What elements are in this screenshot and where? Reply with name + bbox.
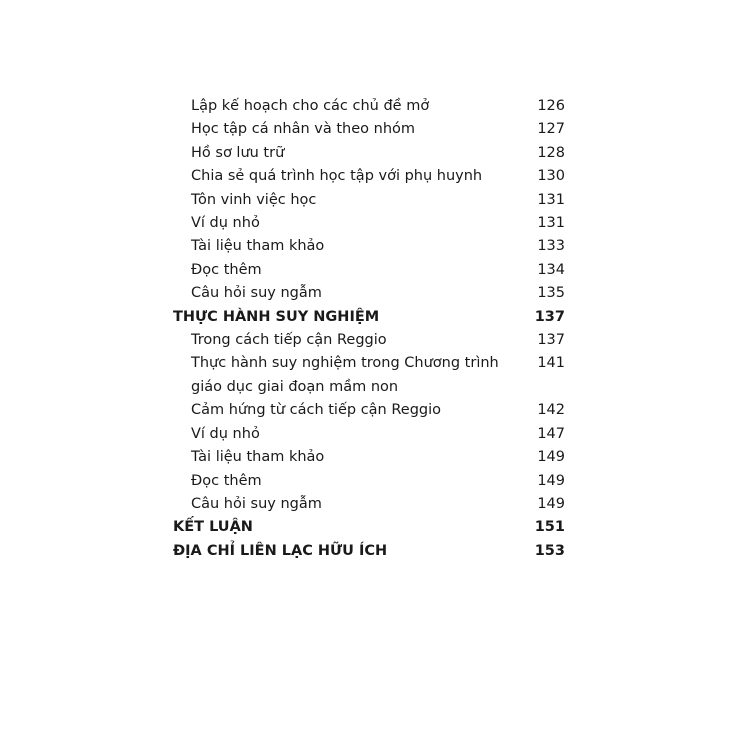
toc-entry-title: Lập kế hoạch cho các chủ đề mở bbox=[191, 98, 430, 114]
toc-entry-title: Thực hành suy nghiệm trong Chương trình giáo dục giai đoạn mầm non bbox=[191, 355, 499, 395]
toc-entry-title: Hồ sơ lưu trữ bbox=[191, 144, 285, 161]
toc-entry-page: 126 bbox=[537, 98, 565, 114]
toc-entry-page: 131 bbox=[537, 191, 565, 208]
toc-entry-page: 135 bbox=[537, 285, 565, 302]
toc-entry[interactable] bbox=[173, 399, 565, 422]
toc-entry[interactable] bbox=[173, 259, 565, 282]
toc-entry[interactable] bbox=[173, 235, 565, 258]
toc-entry[interactable] bbox=[173, 352, 565, 399]
toc-entry-page: 149 bbox=[537, 449, 565, 466]
toc-chapter-entry[interactable] bbox=[173, 540, 565, 563]
toc-entry-title: Đọc thêm bbox=[191, 261, 262, 278]
toc-entry-title: Câu hỏi suy ngẫm bbox=[191, 495, 322, 512]
toc-entry-title: Trong cách tiếp cận Reggio bbox=[191, 332, 387, 349]
toc-entry-page: 130 bbox=[537, 168, 565, 185]
toc-entry-title: Cảm hứng từ cách tiếp cận Reggio bbox=[191, 402, 441, 419]
toc-entry[interactable] bbox=[173, 165, 565, 188]
toc-entry-page: 137 bbox=[537, 332, 565, 349]
toc-entry[interactable] bbox=[173, 142, 565, 165]
toc-entry-page: 147 bbox=[537, 425, 565, 442]
toc-entry-page: 142 bbox=[537, 402, 565, 419]
toc-entry-page: 128 bbox=[537, 144, 565, 161]
toc-entry-title: Tôn vinh việc học bbox=[191, 191, 317, 208]
toc-entry[interactable] bbox=[173, 423, 565, 446]
toc-entry[interactable] bbox=[173, 95, 565, 118]
toc-chapter-title: KẾT LUẬN bbox=[173, 519, 253, 536]
toc-entry-page: 141 bbox=[537, 355, 565, 372]
toc-entry[interactable] bbox=[173, 189, 565, 212]
toc-chapter-page: 151 bbox=[534, 519, 565, 536]
toc-entry-title: Ví dụ nhỏ bbox=[191, 425, 260, 442]
toc-chapter-entry[interactable] bbox=[173, 516, 565, 539]
toc-entry-title: Tài liệu tham khảo bbox=[191, 238, 325, 255]
toc-entry[interactable] bbox=[173, 470, 565, 493]
toc-entry[interactable] bbox=[173, 493, 565, 516]
toc-entry-title: Chia sẻ quá trình học tập với phụ huynh bbox=[191, 168, 483, 185]
toc-entry[interactable] bbox=[173, 118, 565, 141]
toc-chapter-title: THỰC HÀNH SUY NGHIỆM bbox=[173, 308, 380, 325]
toc-entry-title: Tài liệu tham khảo bbox=[191, 449, 325, 466]
toc-entry-page: 149 bbox=[537, 472, 565, 489]
toc-chapter-entry[interactable] bbox=[173, 306, 565, 329]
toc-entry-title: Đọc thêm bbox=[191, 472, 262, 489]
toc-entry-page: 149 bbox=[537, 495, 565, 512]
toc-entry-page: 127 bbox=[537, 121, 565, 138]
toc-entry[interactable] bbox=[173, 329, 565, 352]
toc-entry-title: Câu hỏi suy ngẫm bbox=[191, 285, 322, 302]
toc-entry[interactable] bbox=[173, 446, 565, 469]
toc-chapter-page: 153 bbox=[534, 542, 565, 559]
toc-chapter-title: ĐỊA CHỈ LIÊN LẠC HỮU ÍCH bbox=[173, 542, 388, 559]
toc-entry-page: 134 bbox=[537, 261, 565, 278]
toc-entry-title: Ví dụ nhỏ bbox=[191, 215, 260, 232]
toc-entry[interactable] bbox=[173, 212, 565, 235]
toc-entry-title: Học tập cá nhân và theo nhóm bbox=[191, 121, 415, 138]
toc-entry-page: 131 bbox=[537, 215, 565, 232]
toc-chapter-page: 137 bbox=[534, 308, 565, 325]
table-of-contents bbox=[173, 95, 565, 563]
toc-entry-page: 133 bbox=[537, 238, 565, 255]
toc-entry[interactable] bbox=[173, 282, 565, 305]
